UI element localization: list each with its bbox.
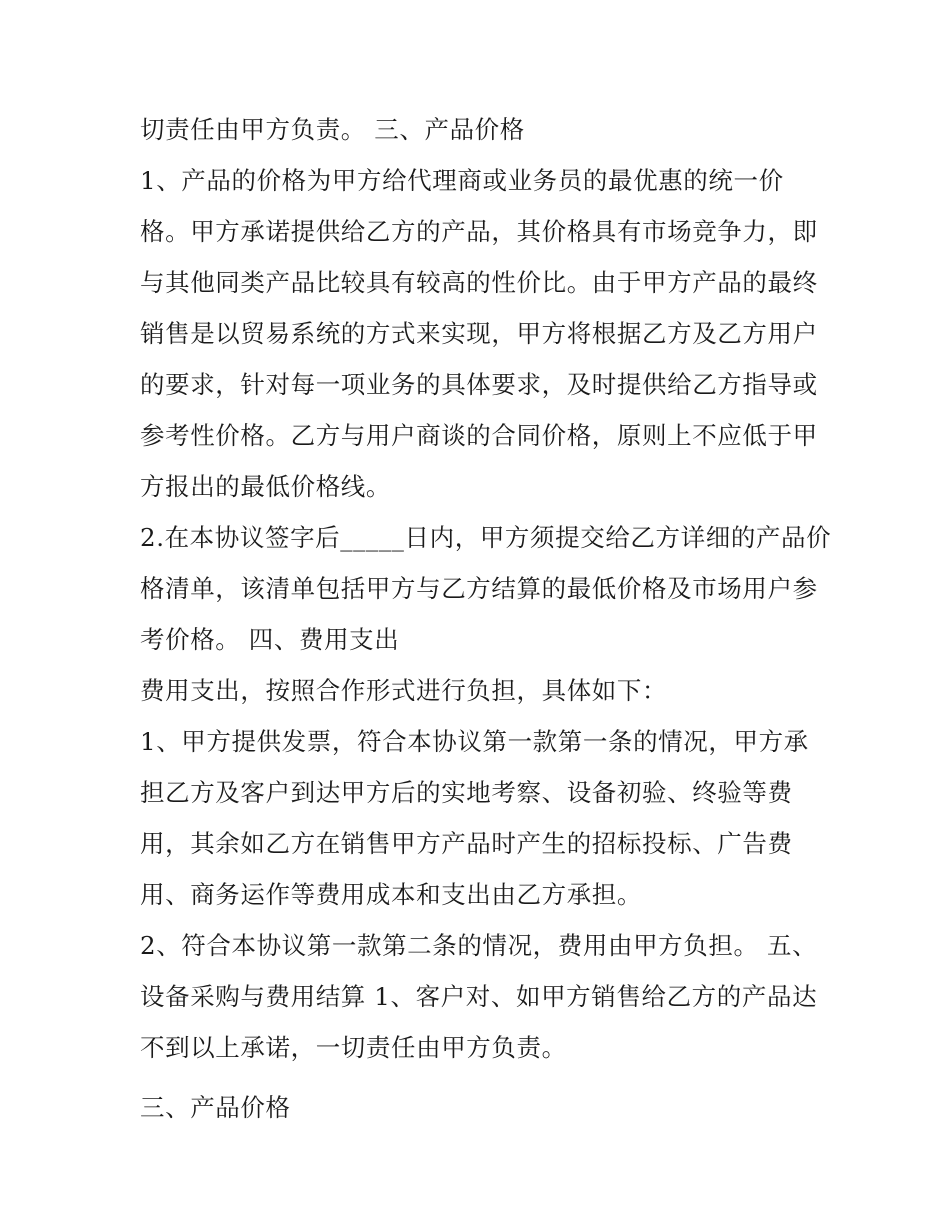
text-line: 1、甲方提供发票，符合本协议第一款第一条的情况，甲方承 xyxy=(140,727,809,756)
section-heading: 三、产品价格 xyxy=(140,1093,291,1122)
text-line: 用、商务运作等费用成本和支出由乙方承担。 xyxy=(140,880,642,909)
text-line: 格。甲方承诺提供给乙方的产品，其价格具有市场竞争力，即 xyxy=(140,217,818,246)
text-line: 的要求，针对每一项业务的具体要求，及时提供给乙方指导或 xyxy=(140,370,818,399)
text-line: 不到以上承诺，一切责任由甲方负责。 xyxy=(140,1033,567,1062)
text-line: 2.在本协议签字后_____日内，甲方须提交给乙方详细的产品价 xyxy=(140,523,832,552)
text-line: 与其他同类产品比较具有较高的性价比。由于甲方产品的最终 xyxy=(140,268,818,297)
text-line: 担乙方及客户到达甲方后的实地考察、设备初验、终验等费 xyxy=(140,778,793,807)
text-line: 用，其余如乙方在销售甲方产品时产生的招标投标、广告费 xyxy=(140,829,793,858)
text-line: 1、产品的价格为甲方给代理商或业务员的最优惠的统一价 xyxy=(140,166,784,195)
text-line: 格清单，该清单包括甲方与乙方结算的最低价格及市场用户参 xyxy=(140,574,818,603)
body-text xyxy=(140,110,832,1139)
text-line: 设备采购与费用结算 1、客户对、如甲方销售给乙方的产品达 xyxy=(140,982,818,1011)
text-line: 考价格。 四、费用支出 xyxy=(140,625,400,654)
text-line: 费用支出，按照合作形式进行负担，具体如下： xyxy=(140,676,668,705)
text-line: 销售是以贸易系统的方式来实现，甲方将根据乙方及乙方用户 xyxy=(140,319,818,348)
text-line: 切责任由甲方负责。 三、产品价格 xyxy=(140,115,525,144)
text-line: 2、符合本协议第一款第二条的情况，费用由甲方负担。 五、 xyxy=(140,931,818,960)
text-line: 参考性价格。乙方与用户商谈的合同价格，原则上不应低于甲 xyxy=(140,421,818,450)
text-line: 方报出的最低价格线。 xyxy=(140,472,391,501)
